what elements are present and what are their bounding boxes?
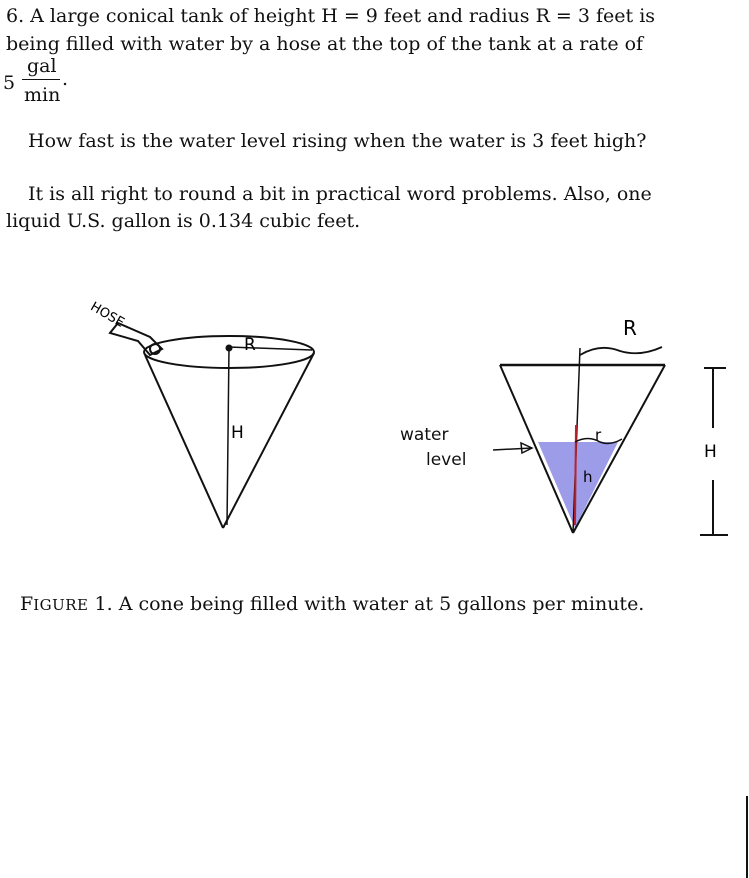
right-radius-label: R xyxy=(623,316,637,340)
water-height-h-line xyxy=(575,425,576,525)
center-dot xyxy=(226,345,233,352)
radius-line xyxy=(229,347,312,350)
water-fill xyxy=(538,442,618,528)
rate-denominator: min xyxy=(24,84,61,106)
right-cone xyxy=(400,316,728,535)
level-label: level xyxy=(426,450,467,470)
problem-line-1: 6. A large conical tank of height H = 9 feet and radius R = 3 feet is xyxy=(6,5,656,27)
caption-prefix-small: IGURE xyxy=(33,596,89,614)
left-radius-label: R xyxy=(244,335,256,355)
problem-line-2: being filled with water by a hose at the top of the tank at a rate of xyxy=(6,33,644,55)
figure-caption xyxy=(20,593,644,615)
cone-left-side xyxy=(145,355,223,528)
water-label: water xyxy=(400,425,449,445)
question-text: How fast is the water level rising when the water is 3 feet high? xyxy=(28,130,647,152)
note-line-2: liquid U.S. gallon is 0.134 cubic feet. xyxy=(6,210,361,232)
hose-label: HOSE xyxy=(87,299,127,331)
caption-number: 1. xyxy=(88,593,113,615)
small-radius-label: r xyxy=(595,426,602,444)
caption-prefix-big: F xyxy=(20,593,34,615)
cone-figure xyxy=(0,285,749,585)
fraction-bar xyxy=(22,79,60,80)
note-line-1: It is all right to round a bit in practical word problems. Also, one xyxy=(28,183,652,205)
height-line xyxy=(227,347,229,525)
radius-brace xyxy=(580,347,662,355)
right-edge-line xyxy=(746,796,748,878)
rate-numerator: gal xyxy=(27,55,57,77)
rate-number: 5 xyxy=(3,72,16,94)
left-cone xyxy=(88,299,314,528)
side-height-label: H xyxy=(704,442,717,462)
caption-text: A cone being filled with water at 5 gallons per minute. xyxy=(112,593,645,615)
small-height-label: h xyxy=(583,468,593,486)
arrow-icon xyxy=(493,448,532,450)
rate-period: . xyxy=(62,68,69,90)
left-height-label: H xyxy=(231,423,244,443)
